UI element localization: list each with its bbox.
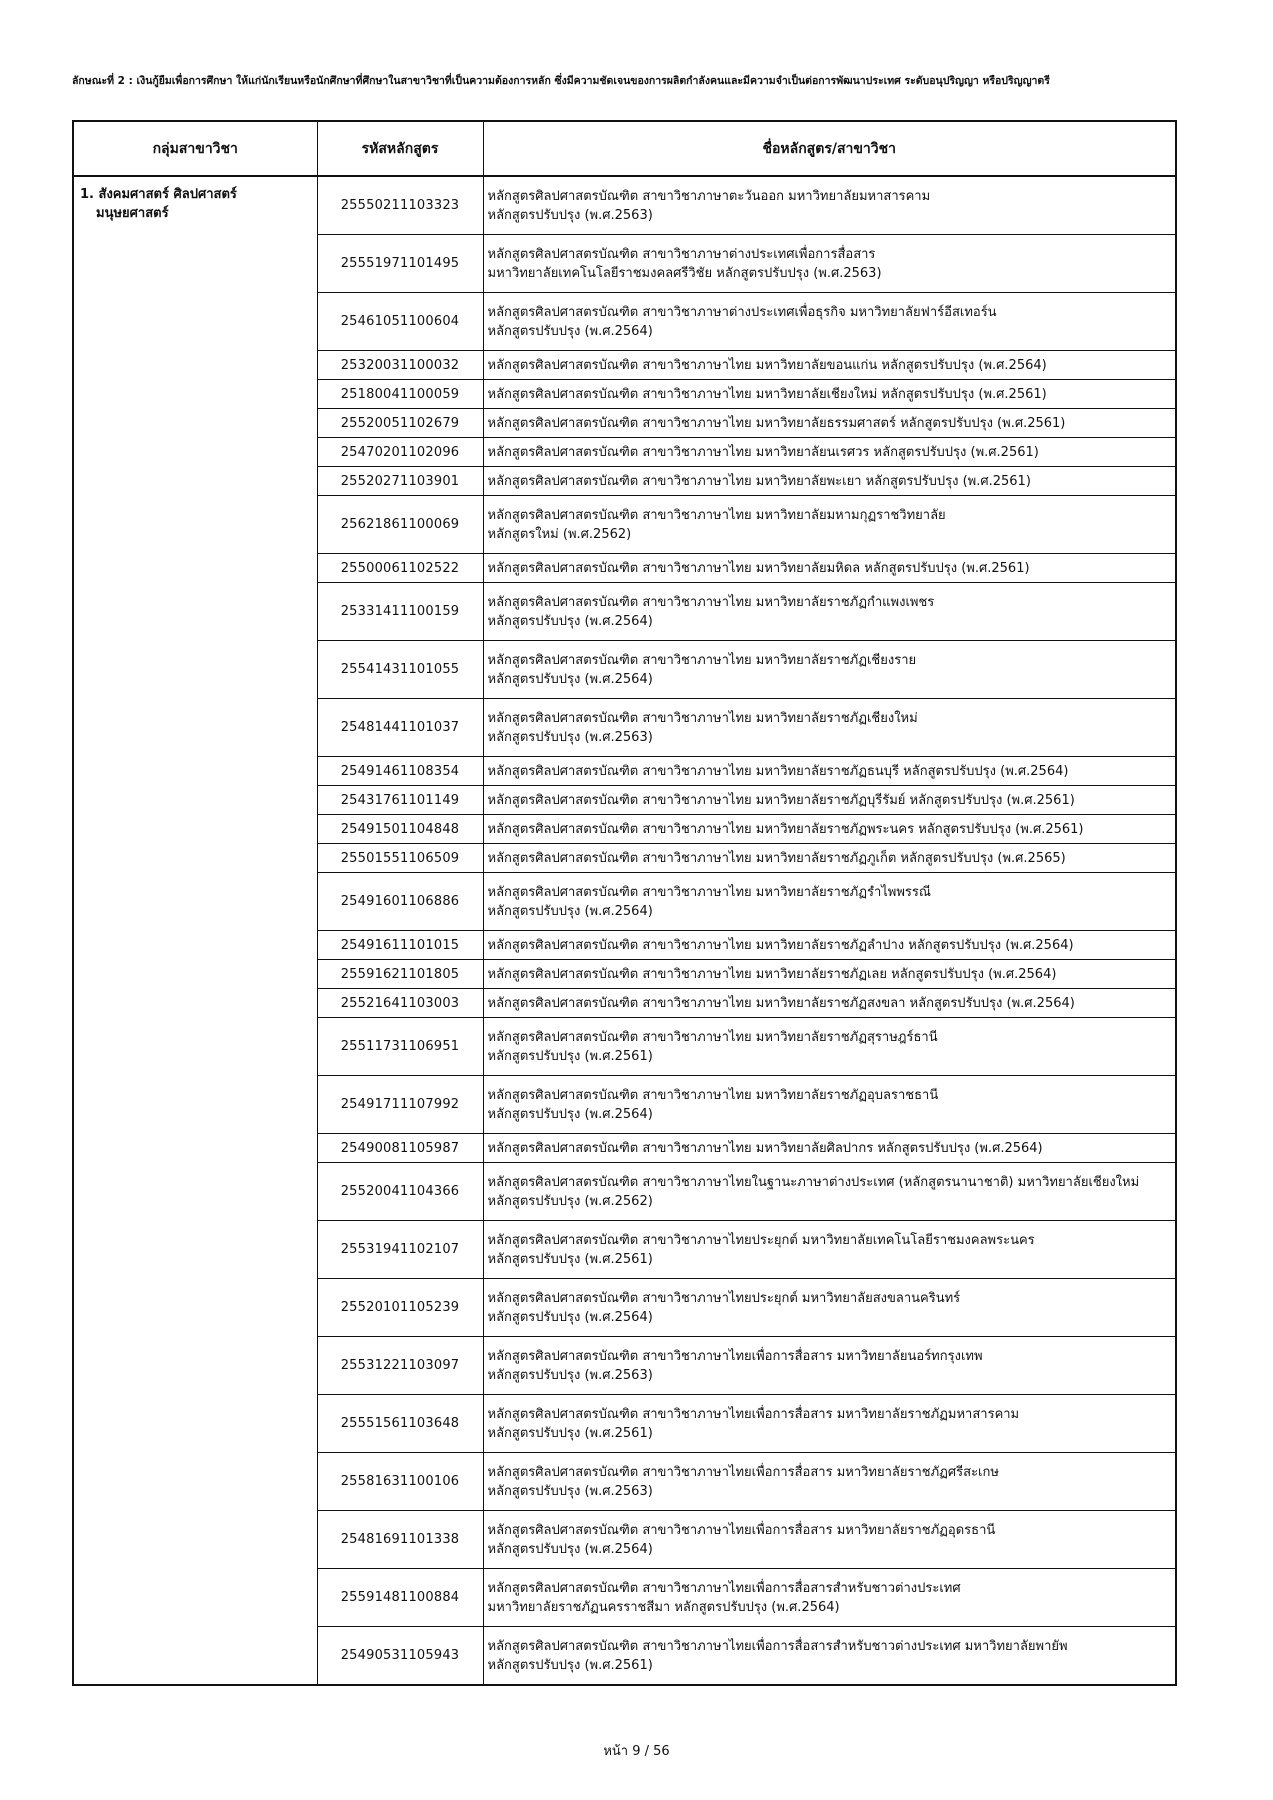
- curriculum-name-line: หลักสูตรปรับปรุง (พ.ศ.2564): [487, 1106, 653, 1122]
- curriculum-name-line: หลักสูตรศิลปศาสตรบัณฑิต สาขาวิชาภาษาไทย มหาวิทยาลัยราชภัฏบุรีรัมย์ หลักสูตรปรับปรุง (พ.ศ.2561): [487, 792, 1075, 808]
- curriculum-code: 25531941102107: [317, 1221, 483, 1279]
- curriculum-name-line: หลักสูตรศิลปศาสตรบัณฑิต สาขาวิชาภาษาไทย มหาวิทยาลัยราชภัฏภูเก็ต หลักสูตรปรับปรุง (พ.ศ.2565): [487, 850, 1066, 866]
- curriculum-name-line: หลักสูตรปรับปรุง (พ.ศ.2564): [487, 1309, 653, 1325]
- curriculum-name-line: หลักสูตรปรับปรุง (พ.ศ.2561): [487, 1425, 653, 1441]
- curriculum-name: [483, 1453, 1176, 1511]
- curriculum-code: 25621861100069: [317, 496, 483, 554]
- curriculum-name: [483, 1076, 1176, 1134]
- curriculum-name-line: หลักสูตรศิลปศาสตรบัณฑิต สาขาวิชาภาษาไทยเพื่อการสื่อสาร มหาวิทยาลัยราชภัฏอุดรธานี: [487, 1522, 996, 1538]
- curriculum-name-line: หลักสูตรศิลปศาสตรบัณฑิต สาขาวิชาภาษาไทย มหาวิทยาลัยราชภัฏสุราษฎร์ธานี: [487, 1029, 938, 1045]
- field-group-label: 1. สังคมศาสตร์ ศิลปศาสตร์: [80, 187, 237, 202]
- curriculum-name-line: หลักสูตรศิลปศาสตรบัณฑิต สาขาวิชาภาษาไทย มหาวิทยาลัยราชภัฏกำแพงเพชร: [487, 594, 935, 610]
- curriculum-name-line: หลักสูตรศิลปศาสตรบัณฑิต สาขาวิชาภาษาไทย มหาวิทยาลัยราชภัฏพระนคร หลักสูตรปรับปรุง (พ.ศ.2561): [487, 821, 1084, 837]
- curriculum-code: 25431761101149: [317, 786, 483, 815]
- curriculum-code: 25520271103901: [317, 467, 483, 496]
- curriculum-code: 25470201102096: [317, 438, 483, 467]
- curriculum-name-line: หลักสูตรปรับปรุง (พ.ศ.2564): [487, 1541, 653, 1557]
- field-group-label-continued: มนุษยศาสตร์: [96, 206, 169, 221]
- curriculum-code: 25591621101805: [317, 960, 483, 989]
- curriculum-name: [483, 873, 1176, 931]
- curriculum-code: 25551971101495: [317, 235, 483, 293]
- curriculum-name: [483, 757, 1176, 786]
- curriculum-name-line: หลักสูตรปรับปรุง (พ.ศ.2563): [487, 207, 653, 223]
- curriculum-name-line: หลักสูตรศิลปศาสตรบัณฑิต สาขาวิชาภาษาไทย มหาวิทยาลัยราชภัฏเลย หลักสูตรปรับปรุง (พ.ศ.2564): [487, 966, 1057, 982]
- curriculum-name-line: หลักสูตรศิลปศาสตรบัณฑิต สาขาวิชาภาษาไทย มหาวิทยาลัยราชภัฏเชียงราย: [487, 652, 917, 668]
- curriculum-name-line: หลักสูตรศิลปศาสตรบัณฑิต สาขาวิชาภาษาไทย มหาวิทยาลัยธรรมศาสตร์ หลักสูตรปรับปรุง (พ.ศ.2561): [487, 415, 1066, 431]
- curriculum-code: 25491611101015: [317, 931, 483, 960]
- curriculum-name: [483, 1337, 1176, 1395]
- curriculum-name: [483, 844, 1176, 873]
- header-curriculum-name: ชื่อหลักสูตร/สาขาวิชา: [483, 121, 1176, 176]
- curriculum-name-line: หลักสูตรศิลปศาสตรบัณฑิต สาขาวิชาภาษาไทย มหาวิทยาลัยราชภัฏสงขลา หลักสูตรปรับปรุง (พ.ศ.2564): [487, 995, 1075, 1011]
- curriculum-name-line: หลักสูตรปรับปรุง (พ.ศ.2561): [487, 1251, 653, 1267]
- curriculum-name: [483, 176, 1176, 235]
- curriculum-code: 25490081105987: [317, 1134, 483, 1163]
- table-row: [73, 176, 1176, 235]
- curriculum-name-line: หลักสูตรศิลปศาสตรบัณฑิต สาขาวิชาภาษาไทย มหาวิทยาลัยเชียงใหม่ หลักสูตรปรับปรุง (พ.ศ.2561): [487, 386, 1047, 402]
- curriculum-name-line: หลักสูตรศิลปศาสตรบัณฑิต สาขาวิชาภาษาไทย มหาวิทยาลัยราชภัฏลำปาง หลักสูตรปรับปรุง (พ.ศ.2564): [487, 937, 1074, 953]
- curriculum-name: [483, 293, 1176, 351]
- curriculum-code: 25491711107992: [317, 1076, 483, 1134]
- curriculum-name: [483, 583, 1176, 641]
- curriculum-name-line: หลักสูตรศิลปศาสตรบัณฑิต สาขาวิชาภาษาไทย มหาวิทยาลัยนเรศวร หลักสูตรปรับปรุง (พ.ศ.2561): [487, 444, 1039, 460]
- curriculum-name: [483, 815, 1176, 844]
- table-header-row: [73, 121, 1176, 176]
- curriculum-name-line: หลักสูตรศิลปศาสตรบัณฑิต สาขาวิชาภาษาไทย มหาวิทยาลัยราชภัฏธนบุรี หลักสูตรปรับปรุง (พ.ศ.2564): [487, 763, 1069, 779]
- curriculum-code: 25581631100106: [317, 1453, 483, 1511]
- curriculum-name: [483, 554, 1176, 583]
- curriculum-code: 25520051102679: [317, 409, 483, 438]
- curriculum-name-line: หลักสูตรปรับปรุง (พ.ศ.2564): [487, 323, 653, 339]
- curriculum-code: 25180041100059: [317, 380, 483, 409]
- curriculum-name: [483, 1395, 1176, 1453]
- curriculum-name: [483, 409, 1176, 438]
- curriculum-name: [483, 467, 1176, 496]
- curriculum-name-line: มหาวิทยาลัยราชภัฏนครราชสีมา หลักสูตรปรับปรุง (พ.ศ.2564): [487, 1599, 840, 1615]
- curriculum-name-line: หลักสูตรศิลปศาสตรบัณฑิต สาขาวิชาภาษาไทยเพื่อการสื่อสาร มหาวิทยาลัยราชภัฏศรีสะเกษ: [487, 1464, 999, 1480]
- curriculum-name: [483, 1279, 1176, 1337]
- curriculum-name: [483, 235, 1176, 293]
- header-field-group: กลุ่มสาขาวิชา: [73, 121, 317, 176]
- header-curriculum-code: รหัสหลักสูตร: [317, 121, 483, 176]
- curriculum-name-line: หลักสูตรปรับปรุง (พ.ศ.2563): [487, 729, 653, 745]
- curriculum-code: 25481691101338: [317, 1511, 483, 1569]
- curriculum-name: [483, 1511, 1176, 1569]
- curriculum-code: 25501551106509: [317, 844, 483, 873]
- curriculum-name: [483, 351, 1176, 380]
- curriculum-name: [483, 960, 1176, 989]
- curriculum-table: [72, 120, 1177, 1686]
- curriculum-name-line: หลักสูตรศิลปศาสตรบัณฑิต สาขาวิชาภาษาต่างประเทศเพื่อธุรกิจ มหาวิทยาลัยฟาร์อีสเทอร์น: [487, 304, 997, 320]
- curriculum-name-line: หลักสูตรศิลปศาสตรบัณฑิต สาขาวิชาภาษาไทย มหาวิทยาลัยมหามกุฏราชวิทยาลัย: [487, 507, 946, 523]
- curriculum-name: [483, 931, 1176, 960]
- curriculum-name: [483, 1569, 1176, 1627]
- curriculum-code: 25511731106951: [317, 1018, 483, 1076]
- curriculum-name-line: หลักสูตรศิลปศาสตรบัณฑิต สาขาวิชาภาษาไทยเพื่อการสื่อสารสำหรับชาวต่างประเทศ มหาวิทยาลัยพายัพ: [487, 1638, 1068, 1654]
- curriculum-code: 25500061102522: [317, 554, 483, 583]
- curriculum-name-line: มหาวิทยาลัยเทคโนโลยีราชมงคลศรีวิชัย หลักสูตรปรับปรุง (พ.ศ.2563): [487, 265, 882, 281]
- curriculum-code: 25320031100032: [317, 351, 483, 380]
- curriculum-code: 25461051100604: [317, 293, 483, 351]
- curriculum-name-line: หลักสูตรปรับปรุง (พ.ศ.2564): [487, 903, 653, 919]
- curriculum-code: 25550211103323: [317, 176, 483, 235]
- curriculum-name-line: หลักสูตรปรับปรุง (พ.ศ.2563): [487, 1483, 653, 1499]
- curriculum-name: [483, 1018, 1176, 1076]
- curriculum-name: [483, 438, 1176, 467]
- curriculum-name: [483, 1134, 1176, 1163]
- curriculum-name-line: หลักสูตรศิลปศาสตรบัณฑิต สาขาวิชาภาษาไทยเพื่อการสื่อสารสำหรับชาวต่างประเทศ: [487, 1580, 961, 1596]
- curriculum-name-line: หลักสูตรศิลปศาสตรบัณฑิต สาขาวิชาภาษาไทย มหาวิทยาลัยราชภัฏเชียงใหม่: [487, 710, 918, 726]
- curriculum-name-line: หลักสูตรปรับปรุง (พ.ศ.2561): [487, 1048, 653, 1064]
- curriculum-name-line: หลักสูตรปรับปรุง (พ.ศ.2561): [487, 1657, 653, 1673]
- curriculum-code: 25531221103097: [317, 1337, 483, 1395]
- curriculum-name-line: หลักสูตรปรับปรุง (พ.ศ.2562): [487, 1193, 653, 1209]
- curriculum-name-line: หลักสูตรศิลปศาสตรบัณฑิต สาขาวิชาภาษาไทย มหาวิทยาลัยมหิดล หลักสูตรปรับปรุง (พ.ศ.2561): [487, 560, 1030, 576]
- curriculum-name: [483, 1221, 1176, 1279]
- page-heading: ลักษณะที่ 2 : เงินกู้ยืมเพื่อการศึกษา ให้แก่นักเรียนหรือนักศึกษาที่ศึกษาในสาขาวิชาที่เป็นความต้องการหลัก ซึ่งมีความชัดเจนของการผลิตกำลังคนและมีความจำเป็นต่อการพัฒนาประเทศ ระดับอนุปริญญา หรือปริญญาตรี: [72, 75, 1050, 87]
- curriculum-code: 25551561103648: [317, 1395, 483, 1453]
- curriculum-code: 25491501104848: [317, 815, 483, 844]
- curriculum-code: 25520101105239: [317, 1279, 483, 1337]
- curriculum-name-line: หลักสูตรใหม่ (พ.ศ.2562): [487, 526, 632, 542]
- curriculum-code: 25331411100159: [317, 583, 483, 641]
- curriculum-code: 25521641103003: [317, 989, 483, 1018]
- curriculum-name-line: หลักสูตรศิลปศาสตรบัณฑิต สาขาวิชาภาษาไทยประยุกต์ มหาวิทยาลัยสงขลานครินทร์: [487, 1290, 961, 1306]
- curriculum-code: 25491461108354: [317, 757, 483, 786]
- curriculum-name-line: หลักสูตรศิลปศาสตรบัณฑิต สาขาวิชาภาษาไทย มหาวิทยาลัยขอนแก่น หลักสูตรปรับปรุง (พ.ศ.2564): [487, 357, 1047, 373]
- curriculum-name-line: หลักสูตรศิลปศาสตรบัณฑิต สาขาวิชาภาษาตะวันออก มหาวิทยาลัยมหาสารคาม: [487, 188, 931, 204]
- curriculum-code: 25490531105943: [317, 1627, 483, 1686]
- curriculum-code: 25481441101037: [317, 699, 483, 757]
- curriculum-code: 25491601106886: [317, 873, 483, 931]
- curriculum-name: [483, 1163, 1176, 1221]
- curriculum-name-line: หลักสูตรศิลปศาสตรบัณฑิต สาขาวิชาภาษาไทย มหาวิทยาลัยศิลปากร หลักสูตรปรับปรุง (พ.ศ.2564): [487, 1140, 1043, 1156]
- curriculum-name: [483, 699, 1176, 757]
- curriculum-name: [483, 380, 1176, 409]
- curriculum-code: 25541431101055: [317, 641, 483, 699]
- curriculum-name-line: หลักสูตรศิลปศาสตรบัณฑิต สาขาวิชาภาษาไทยเพื่อการสื่อสาร มหาวิทยาลัยนอร์ทกรุงเทพ: [487, 1348, 983, 1364]
- curriculum-name: [483, 786, 1176, 815]
- curriculum-name-line: หลักสูตรปรับปรุง (พ.ศ.2563): [487, 1367, 653, 1383]
- curriculum-name-line: หลักสูตรศิลปศาสตรบัณฑิต สาขาวิชาภาษาไทยประยุกต์ มหาวิทยาลัยเทคโนโลยีราชมงคลพระนคร: [487, 1232, 1035, 1248]
- curriculum-name: [483, 1627, 1176, 1686]
- curriculum-code: 25520041104366: [317, 1163, 483, 1221]
- curriculum-name: [483, 496, 1176, 554]
- curriculum-name-line: หลักสูตรปรับปรุง (พ.ศ.2564): [487, 613, 653, 629]
- curriculum-name-line: หลักสูตรศิลปศาสตรบัณฑิต สาขาวิชาภาษาไทย มหาวิทยาลัยราชภัฏรำไพพรรณี: [487, 884, 931, 900]
- table-body: [73, 176, 1176, 1685]
- field-group-cell: [73, 176, 317, 1685]
- curriculum-name-line: หลักสูตรปรับปรุง (พ.ศ.2564): [487, 671, 653, 687]
- curriculum-name-line: หลักสูตรศิลปศาสตรบัณฑิต สาขาวิชาภาษาต่างประเทศเพื่อการสื่อสาร: [487, 246, 876, 262]
- curriculum-code: 25591481100884: [317, 1569, 483, 1627]
- curriculum-name: [483, 989, 1176, 1018]
- curriculum-name-line: หลักสูตรศิลปศาสตรบัณฑิต สาขาวิชาภาษาไทยในฐานะภาษาต่างประเทศ (หลักสูตรนานาชาติ) มหาวิทยาลัยเชียงใหม่: [487, 1174, 1140, 1190]
- curriculum-name-line: หลักสูตรศิลปศาสตรบัณฑิต สาขาวิชาภาษาไทย มหาวิทยาลัยพะเยา หลักสูตรปรับปรุง (พ.ศ.2561): [487, 473, 1031, 489]
- curriculum-name: [483, 641, 1176, 699]
- page-number: หน้า 9 / 56: [603, 1744, 670, 1759]
- curriculum-name-line: หลักสูตรศิลปศาสตรบัณฑิต สาขาวิชาภาษาไทยเพื่อการสื่อสาร มหาวิทยาลัยราชภัฏมหาสารคาม: [487, 1406, 1020, 1422]
- curriculum-name-line: หลักสูตรศิลปศาสตรบัณฑิต สาขาวิชาภาษาไทย มหาวิทยาลัยราชภัฏอุบลราชธานี: [487, 1087, 939, 1103]
